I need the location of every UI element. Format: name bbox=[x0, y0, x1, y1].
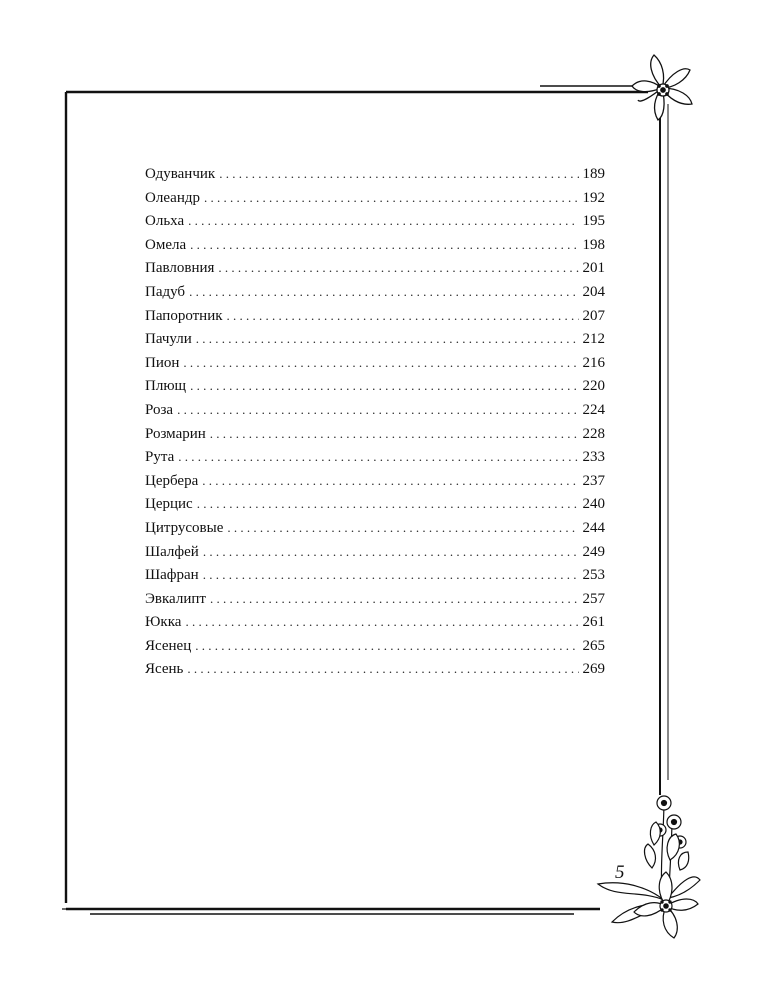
toc-entry-page: 195 bbox=[582, 213, 605, 230]
toc-entry bbox=[145, 233, 605, 257]
toc-entry-page: 204 bbox=[582, 283, 605, 300]
toc-entry bbox=[145, 516, 605, 540]
dot-leader bbox=[190, 233, 578, 257]
toc-entry-title: Павловния bbox=[145, 260, 215, 277]
dot-leader bbox=[227, 516, 578, 540]
toc-entry-title: Ясень bbox=[145, 661, 184, 678]
dot-leader bbox=[185, 610, 578, 634]
toc-entry bbox=[145, 162, 605, 186]
toc-entry bbox=[145, 256, 605, 280]
toc-entry bbox=[145, 304, 605, 328]
dot-leader bbox=[218, 256, 578, 280]
toc-entry-title: Розмарин bbox=[145, 425, 206, 442]
toc-entry bbox=[145, 209, 605, 233]
toc-entry bbox=[145, 492, 605, 516]
toc-entry-title: Цитрусовые bbox=[145, 519, 224, 536]
page-number: 5 bbox=[615, 862, 625, 883]
toc-entry-page: 216 bbox=[582, 354, 605, 371]
toc-entry-title: Шалфей bbox=[145, 543, 199, 560]
toc-entry bbox=[145, 445, 605, 469]
toc-entry-page: 265 bbox=[582, 637, 605, 654]
toc-entry-page: 240 bbox=[582, 496, 605, 513]
dot-leader bbox=[188, 209, 578, 233]
toc-entry-page: 207 bbox=[582, 307, 605, 324]
toc-entry-title: Цербера bbox=[145, 472, 199, 489]
flower-ornament-bottom-icon bbox=[598, 796, 700, 938]
toc-entry bbox=[145, 469, 605, 493]
dot-leader bbox=[203, 563, 579, 587]
toc-entry-title: Плющ bbox=[145, 378, 187, 395]
toc-entry bbox=[145, 610, 605, 634]
dot-leader bbox=[195, 634, 578, 658]
dot-leader bbox=[196, 327, 579, 351]
dot-leader bbox=[178, 445, 578, 469]
toc-entry-page: 224 bbox=[582, 401, 605, 418]
toc-entry bbox=[145, 351, 605, 375]
toc-entry bbox=[145, 374, 605, 398]
flower-ornament-top-icon bbox=[632, 55, 692, 120]
dot-leader bbox=[197, 492, 579, 516]
dot-leader bbox=[203, 540, 579, 564]
dot-leader bbox=[187, 657, 578, 681]
toc-entry-page: 249 bbox=[582, 543, 605, 560]
toc-entry-page: 189 bbox=[582, 166, 605, 182]
dot-leader bbox=[202, 469, 578, 493]
toc-entry-title: Одуванчик bbox=[145, 166, 216, 182]
toc-entry bbox=[145, 186, 605, 210]
toc-entry-title: Омела bbox=[145, 236, 187, 253]
toc-entry-page: 228 bbox=[582, 425, 605, 442]
toc-entry-page: 220 bbox=[582, 378, 605, 395]
toc-entry-title: Ясенец bbox=[145, 637, 192, 654]
toc-entry-title: Олеандр bbox=[145, 189, 200, 206]
toc-entry-title: Юкка bbox=[145, 614, 182, 631]
dot-leader bbox=[183, 351, 578, 375]
toc-entry-page: 261 bbox=[582, 614, 605, 631]
toc-entry bbox=[145, 540, 605, 564]
toc-entry-title: Ольха bbox=[145, 213, 185, 230]
dot-leader bbox=[204, 186, 579, 210]
dot-leader bbox=[190, 374, 578, 398]
dot-leader bbox=[210, 587, 579, 611]
toc-entry bbox=[145, 587, 605, 611]
toc-entry-page: 244 bbox=[582, 519, 605, 536]
toc-entry-title: Рута bbox=[145, 449, 175, 466]
dot-leader bbox=[227, 304, 579, 328]
toc-entry-title: Роза bbox=[145, 401, 174, 418]
dot-leader bbox=[189, 280, 578, 304]
toc-entry bbox=[145, 327, 605, 351]
toc-entry-title: Пион bbox=[145, 354, 180, 371]
toc-entry-title: Эвкалипт bbox=[145, 590, 206, 607]
toc-entry-page: 237 bbox=[582, 472, 605, 489]
toc-entry-page: 257 bbox=[582, 590, 605, 607]
toc-entry-title: Падуб bbox=[145, 283, 186, 300]
toc-entry bbox=[145, 422, 605, 446]
toc-entry-page: 253 bbox=[582, 567, 605, 584]
toc-entry bbox=[145, 398, 605, 422]
dot-leader bbox=[210, 422, 579, 446]
toc-entry bbox=[145, 280, 605, 304]
toc-entry-title: Папоротник bbox=[145, 307, 223, 324]
toc-entry-title: Шафран bbox=[145, 567, 199, 584]
toc-entry bbox=[145, 634, 605, 658]
toc-entry bbox=[145, 657, 605, 681]
toc-entry-page: 269 bbox=[582, 661, 605, 678]
dot-leader bbox=[219, 162, 578, 186]
toc-entry bbox=[145, 563, 605, 587]
toc-entry-page: 198 bbox=[582, 236, 605, 253]
toc-entry-title: Пачули bbox=[145, 331, 192, 348]
toc-entry-page: 192 bbox=[582, 189, 605, 206]
table-of-contents bbox=[145, 162, 605, 681]
toc-entry-page: 201 bbox=[582, 260, 605, 277]
toc-entry-title: Церцис bbox=[145, 496, 193, 513]
dot-leader bbox=[177, 398, 578, 422]
toc-entry-page: 233 bbox=[582, 449, 605, 466]
toc-entry-page: 212 bbox=[582, 331, 605, 348]
